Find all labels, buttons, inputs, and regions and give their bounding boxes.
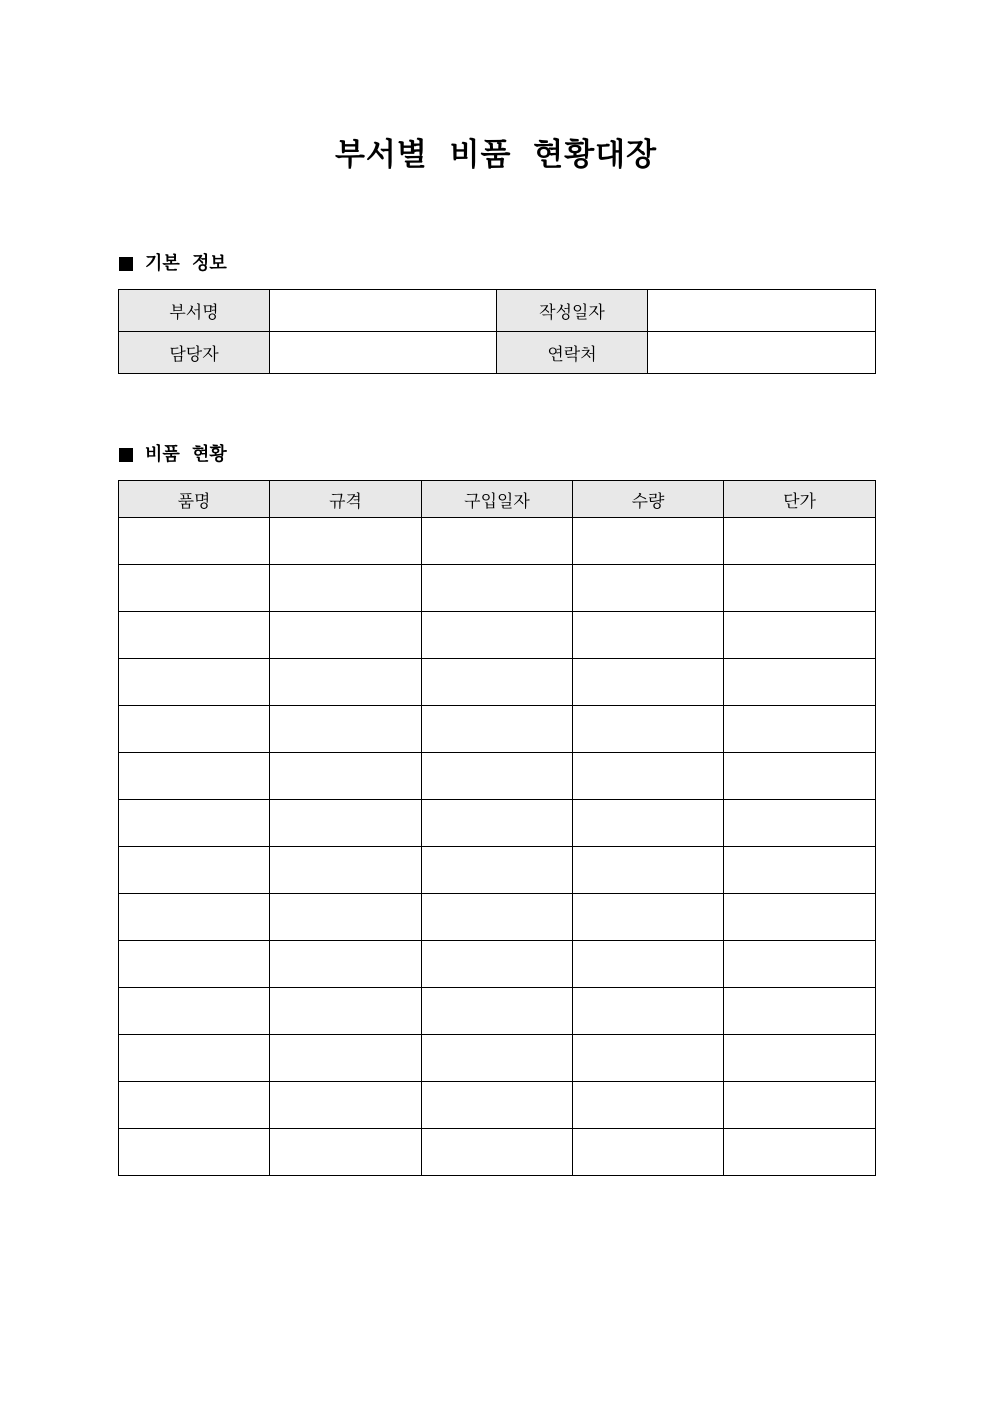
item-name-cell[interactable] [119, 565, 270, 612]
basic-info-row [119, 332, 876, 374]
date-written-field[interactable] [648, 290, 876, 332]
spec-cell[interactable] [270, 612, 422, 659]
unit-price-cell[interactable] [724, 706, 876, 753]
item-name-cell[interactable] [119, 612, 270, 659]
unit-price-cell[interactable] [724, 565, 876, 612]
table-row [119, 1129, 876, 1176]
basic-info-row [119, 290, 876, 332]
spec-cell[interactable] [270, 565, 422, 612]
column-header-purchase-date: 구입일자 [422, 481, 573, 518]
table-row [119, 847, 876, 894]
item-name-cell[interactable] [119, 988, 270, 1035]
purchase-date-cell[interactable] [422, 1129, 573, 1176]
spec-cell[interactable] [270, 800, 422, 847]
unit-price-cell[interactable] [724, 659, 876, 706]
spec-cell[interactable] [270, 706, 422, 753]
unit-price-cell[interactable] [724, 988, 876, 1035]
item-name-cell[interactable] [119, 518, 270, 565]
spec-cell[interactable] [270, 988, 422, 1035]
purchase-date-cell[interactable] [422, 894, 573, 941]
purchase-date-cell[interactable] [422, 518, 573, 565]
document-title: 부서별 비품 현황대장 [334, 137, 658, 173]
quantity-cell[interactable] [573, 847, 724, 894]
spec-cell[interactable] [270, 1082, 422, 1129]
department-field[interactable] [270, 290, 497, 332]
unit-price-cell[interactable] [724, 1129, 876, 1176]
spec-cell[interactable] [270, 847, 422, 894]
column-header-quantity: 수량 [573, 481, 724, 518]
item-name-cell[interactable] [119, 800, 270, 847]
items-header-row [119, 481, 876, 518]
items-table [118, 480, 876, 1176]
purchase-date-cell[interactable] [422, 706, 573, 753]
label-contact: 연락처 [497, 332, 648, 374]
unit-price-cell[interactable] [724, 1035, 876, 1082]
purchase-date-cell[interactable] [422, 565, 573, 612]
quantity-cell[interactable] [573, 1082, 724, 1129]
spec-cell[interactable] [270, 1035, 422, 1082]
quantity-cell[interactable] [573, 941, 724, 988]
table-row [119, 941, 876, 988]
table-row [119, 800, 876, 847]
quantity-cell[interactable] [573, 988, 724, 1035]
quantity-cell[interactable] [573, 706, 724, 753]
quantity-cell[interactable] [573, 565, 724, 612]
item-name-cell[interactable] [119, 1082, 270, 1129]
table-row [119, 706, 876, 753]
spec-cell[interactable] [270, 753, 422, 800]
unit-price-cell[interactable] [724, 518, 876, 565]
table-row [119, 518, 876, 565]
square-bullet-icon [119, 257, 133, 271]
quantity-cell[interactable] [573, 518, 724, 565]
purchase-date-cell[interactable] [422, 753, 573, 800]
spec-cell[interactable] [270, 1129, 422, 1176]
spec-cell[interactable] [270, 894, 422, 941]
purchase-date-cell[interactable] [422, 800, 573, 847]
label-date-written: 작성일자 [497, 290, 648, 332]
purchase-date-cell[interactable] [422, 941, 573, 988]
items-table-body [119, 518, 876, 1176]
unit-price-cell[interactable] [724, 894, 876, 941]
label-manager: 담당자 [119, 332, 270, 374]
contact-field[interactable] [648, 332, 876, 374]
section-heading-items [119, 443, 227, 467]
item-name-cell[interactable] [119, 847, 270, 894]
square-bullet-icon [119, 448, 133, 462]
quantity-cell[interactable] [573, 659, 724, 706]
unit-price-cell[interactable] [724, 800, 876, 847]
spec-cell[interactable] [270, 518, 422, 565]
purchase-date-cell[interactable] [422, 1082, 573, 1129]
table-row [119, 1035, 876, 1082]
quantity-cell[interactable] [573, 1129, 724, 1176]
unit-price-cell[interactable] [724, 1082, 876, 1129]
column-header-spec: 규격 [270, 481, 422, 518]
purchase-date-cell[interactable] [422, 612, 573, 659]
quantity-cell[interactable] [573, 894, 724, 941]
quantity-cell[interactable] [573, 800, 724, 847]
section-heading-label: 기본 정보 [145, 253, 227, 274]
table-row [119, 612, 876, 659]
table-row [119, 659, 876, 706]
item-name-cell[interactable] [119, 941, 270, 988]
purchase-date-cell[interactable] [422, 1035, 573, 1082]
quantity-cell[interactable] [573, 1035, 724, 1082]
basic-info-table [118, 289, 876, 374]
manager-field[interactable] [270, 332, 497, 374]
section-heading-label: 비품 현황 [145, 444, 227, 465]
quantity-cell[interactable] [573, 753, 724, 800]
unit-price-cell[interactable] [724, 847, 876, 894]
unit-price-cell[interactable] [724, 941, 876, 988]
spec-cell[interactable] [270, 941, 422, 988]
item-name-cell[interactable] [119, 753, 270, 800]
table-row [119, 1082, 876, 1129]
table-row [119, 565, 876, 612]
item-name-cell[interactable] [119, 1035, 270, 1082]
purchase-date-cell[interactable] [422, 847, 573, 894]
purchase-date-cell[interactable] [422, 659, 573, 706]
label-department: 부서명 [119, 290, 270, 332]
section-heading-basic-info [119, 252, 227, 276]
quantity-cell[interactable] [573, 612, 724, 659]
column-header-item-name: 품명 [119, 481, 270, 518]
item-name-cell[interactable] [119, 659, 270, 706]
unit-price-cell[interactable] [724, 753, 876, 800]
table-row [119, 988, 876, 1035]
unit-price-cell[interactable] [724, 612, 876, 659]
purchase-date-cell[interactable] [422, 988, 573, 1035]
item-name-cell[interactable] [119, 894, 270, 941]
table-row [119, 753, 876, 800]
table-row [119, 894, 876, 941]
item-name-cell[interactable] [119, 1129, 270, 1176]
item-name-cell[interactable] [119, 706, 270, 753]
spec-cell[interactable] [270, 659, 422, 706]
column-header-unit-price: 단가 [724, 481, 876, 518]
